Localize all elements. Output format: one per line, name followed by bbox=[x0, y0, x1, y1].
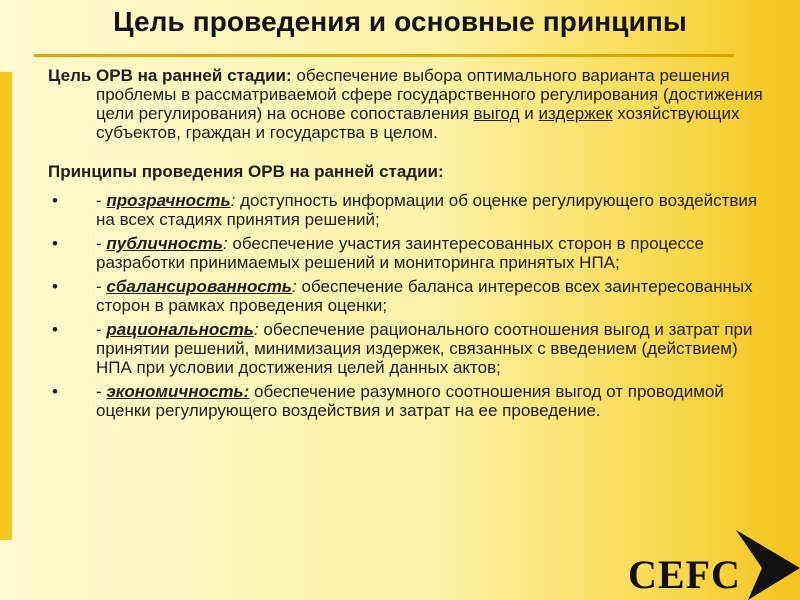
principle-item bbox=[48, 382, 778, 420]
goal-text-and: и bbox=[519, 104, 539, 123]
principle-dash: - bbox=[96, 277, 107, 296]
cefc-logo: CEFC bbox=[628, 552, 741, 597]
arrow-icon bbox=[736, 530, 800, 600]
goal-text-before: обеспечение выбора оптимального варианта решения проблемы в рассматриваемой сфере государственного регулирования (достижения цели регулирования) на основе сопоставления bbox=[96, 66, 763, 123]
slide-content bbox=[48, 66, 778, 425]
bullet-icon: • bbox=[52, 277, 58, 296]
bullet-icon: • bbox=[52, 191, 58, 210]
goal-text-after: хозяйствующих субъектов, граждан и государства в целом. bbox=[96, 104, 740, 142]
principle-dash: - bbox=[96, 320, 107, 339]
principle-text: обеспечение баланса интересов всех заинтересованных сторон в рамках проведения оценки; bbox=[96, 277, 753, 315]
left-accent-bar bbox=[0, 72, 12, 540]
principle-term: публичность bbox=[106, 234, 223, 253]
principle-colon: : bbox=[222, 234, 228, 253]
goal-label: Цель ОРВ на ранней стадии: bbox=[48, 66, 292, 85]
principle-term: экономичность: bbox=[106, 382, 250, 401]
principle-text: обеспечение участия заинтересованных сторон в процессе разработки принимаемых решений и мониторинга принятых НПА; bbox=[96, 234, 704, 272]
title-underline bbox=[34, 54, 734, 57]
principle-colon: : bbox=[230, 191, 236, 210]
principle-dash: - bbox=[96, 382, 107, 401]
principle-item bbox=[48, 277, 778, 315]
principle-item bbox=[48, 234, 778, 272]
principle-colon: : bbox=[253, 320, 259, 339]
principles-list bbox=[48, 191, 778, 420]
bullet-icon: • bbox=[52, 234, 58, 253]
principle-dash: - bbox=[96, 234, 107, 253]
principle-item bbox=[48, 320, 778, 377]
principle-item bbox=[48, 191, 778, 229]
principles-heading: Принципы проведения ОРВ на ранней стадии: bbox=[48, 162, 444, 181]
principle-text: обеспечение рационального соотношения выгод и затрат при принятии решений, минимизация издержек, связанных с введением (действием) НПА при условии достижения целей данных актов; bbox=[96, 320, 753, 377]
costs-link[interactable]: издержек bbox=[538, 104, 613, 123]
principle-dash: - bbox=[96, 191, 107, 210]
benefits-link[interactable]: выгод bbox=[473, 104, 520, 123]
principle-term: прозрачность bbox=[106, 191, 231, 210]
goal-paragraph bbox=[48, 66, 778, 142]
bullet-icon: • bbox=[52, 382, 58, 401]
principle-term: сбалансированность bbox=[106, 277, 293, 296]
principle-colon: : bbox=[292, 277, 297, 296]
principle-term: рациональность bbox=[106, 320, 254, 339]
principle-text: обеспечение разумного соотношения выгод от проводимой оценки регулирующего воздействия и затрат на ее проведение. bbox=[96, 382, 724, 420]
bullet-icon: • bbox=[52, 320, 58, 339]
principle-text: доступность информации об оценке регулирующего воздействия на всех стадиях принятия решений; bbox=[96, 191, 758, 229]
page-title: Цель проведения и основные принципы bbox=[113, 6, 687, 37]
